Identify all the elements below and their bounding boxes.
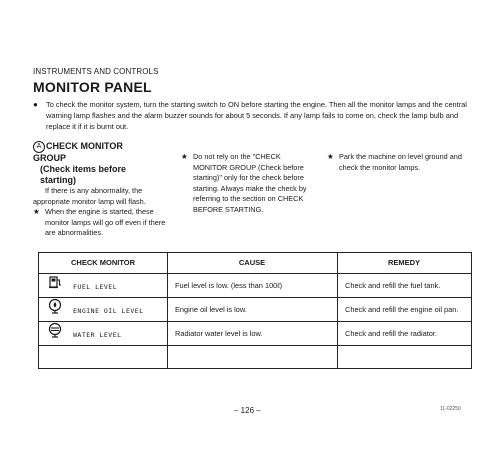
table-row xyxy=(39,322,471,346)
check-monitor-subheading xyxy=(40,164,160,186)
subheading-line-1: (Check items before xyxy=(40,164,127,174)
star-icon: ★ xyxy=(33,207,40,216)
radiator-icon xyxy=(47,322,65,348)
heading-line-1: CHECK MONITOR xyxy=(46,141,123,151)
star-icon: ★ xyxy=(327,152,334,161)
cause-cell: Fuel level is low. (less than 100ℓ) xyxy=(175,281,283,290)
monitor-cell xyxy=(47,322,165,346)
col3-note xyxy=(327,152,467,173)
col3-note-text: Park the machine on level ground and check the monitor lamps. xyxy=(339,152,462,172)
intro-text: To check the monitor system, turn the starting switch to ON before starting the engine. Then all the monitor lamps and the central warning lamp flashes and the alarm buzzer sounds for about 5 seconds. If any lamp fails to come on, check the lamp bulb and replace it if it is burnt out. xyxy=(46,100,467,131)
oil-can-icon xyxy=(47,298,65,324)
column-2 xyxy=(181,152,316,215)
col1-note-text: When the engine is started, these monitor lamps will go off even if there are abnormalities. xyxy=(45,207,166,237)
table-row xyxy=(39,298,471,322)
col2-note-text: Do not rely on the "CHECK MONITOR GROUP (Check before starting)" only for the check before starting. Always make the check by referring to the section on CHECK BEFORE STARTING. xyxy=(193,152,307,214)
check-monitor-heading xyxy=(33,141,123,164)
col1-line-1: If there is any abnormality, the xyxy=(45,186,143,195)
column-1 xyxy=(33,186,173,239)
col1-note xyxy=(33,207,173,239)
page-number: – 126 – xyxy=(234,406,261,415)
col1-line-2: appropriate monitor lamp will flash. xyxy=(33,196,146,206)
monitor-table xyxy=(38,252,472,369)
intro-paragraph xyxy=(33,99,473,132)
section-marker: A xyxy=(33,141,45,153)
bullet-icon: ● xyxy=(33,100,38,109)
section-label: INSTRUMENTS AND CONTROLS xyxy=(33,67,159,76)
subheading-line-2: starting) xyxy=(40,175,76,185)
monitor-label: FUEL LEVEL xyxy=(73,282,118,291)
table-row xyxy=(39,274,471,298)
remedy-cell: Check and refill the engine oil pan. xyxy=(345,305,459,314)
monitor-cell xyxy=(47,298,165,322)
page-title: MONITOR PANEL xyxy=(33,79,152,95)
col2-note xyxy=(181,152,316,215)
page-code: 11-02250 xyxy=(440,406,461,412)
cause-cell: Radiator water level is low. xyxy=(175,329,263,338)
remedy-cell: Check and refill the fuel tank. xyxy=(345,281,441,290)
monitor-label: WATER LEVEL xyxy=(73,330,122,339)
star-icon: ★ xyxy=(181,152,188,161)
column-3 xyxy=(327,152,467,173)
header-cause: CAUSE xyxy=(238,258,266,267)
fuel-pump-icon xyxy=(47,274,65,300)
heading-line-2: GROUP xyxy=(33,153,67,163)
monitor-cell xyxy=(47,274,165,298)
remedy-cell: Check and refill the radiator. xyxy=(345,329,438,338)
header-remedy: REMEDY xyxy=(387,258,421,267)
monitor-label: ENGINE OIL LEVEL xyxy=(73,306,144,315)
cause-cell: Engine oil level is low. xyxy=(175,305,247,314)
header-check-monitor: CHECK MONITOR xyxy=(70,258,136,267)
